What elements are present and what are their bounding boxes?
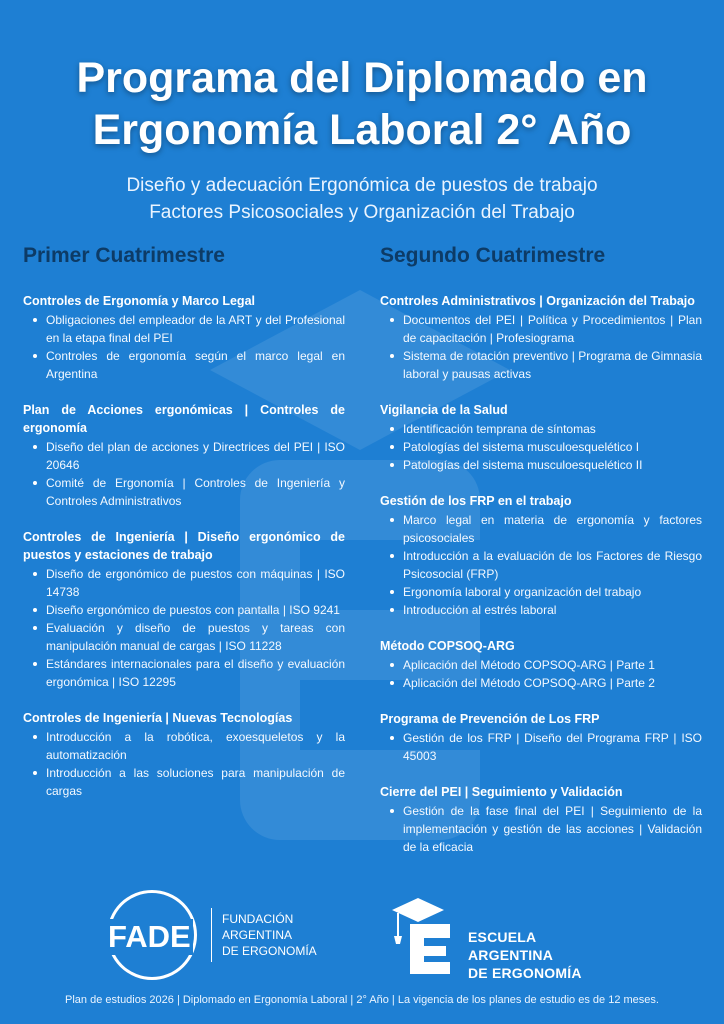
subtitle-line-1: Diseño y adecuación Ergonómica de puestos de trabajo <box>126 175 598 196</box>
list-item: Documentos del PEI | Política y Procedimientos | Plan de capacitación | Profesiograma <box>380 311 702 347</box>
list-item: Sistema de rotación preventivo | Programa de Gimnasia laboral y pausas activas <box>380 347 702 383</box>
module-section <box>23 292 345 383</box>
module-section <box>380 710 702 765</box>
list-item: Patologías del sistema musculoesquelético II <box>380 456 702 474</box>
list-item: Patologías del sistema musculoesquelético I <box>380 438 702 456</box>
module-title: Plan de Acciones ergonómicas | Controles de ergonomía <box>23 403 345 435</box>
fade-line-1: FUNDACIÓN <box>222 912 294 926</box>
page-title: Programa del Diplomado en Ergonomía Laboral 2° Año <box>76 54 648 154</box>
module-title: Gestión de los FRP en el trabajo <box>380 494 572 508</box>
list-item: Diseño del plan de acciones y Directrices del PEI | ISO 20646 <box>23 438 345 474</box>
list-item: Gestión de la fase final del PEI | Seguimiento de la implementación y gestión de las acciones | Validación de la eficacia <box>380 802 702 856</box>
list-item: Evaluación y diseño de puestos y tareas con manipulación manual de cargas | ISO 11228 <box>23 619 345 655</box>
list-item: Obligaciones del empleador de la ART y del Profesional en la etapa final del PEI <box>23 311 345 347</box>
module-title: Controles de Ingeniería | Nuevas Tecnologías <box>23 711 293 725</box>
module-title: Programa de Prevención de Los FRP <box>380 712 600 726</box>
module-title: Vigilancia de la Salud <box>380 403 508 417</box>
list-item: Introducción a las soluciones para manipulación de cargas <box>23 764 345 800</box>
escuela-logo <box>388 892 618 981</box>
first-semester-column <box>23 242 345 818</box>
list-item: Ergonomía laboral y organización del trabajo <box>380 583 702 601</box>
module-section <box>23 528 345 691</box>
subtitle <box>0 172 724 226</box>
list-item: Identificación temprana de síntomas <box>380 420 702 438</box>
module-section <box>380 292 702 383</box>
fade-circle-icon <box>107 890 197 980</box>
list-item: Gestión de los FRP | Diseño del Programa FRP | ISO 45003 <box>380 729 702 765</box>
escuela-line-1: ESCUELA ARGENTINA <box>468 929 554 963</box>
fade-line-3: DE ERGONOMÍA <box>222 944 317 958</box>
module-title: Controles de Ergonomía y Marco Legal <box>23 294 255 308</box>
graduation-cap-e-icon <box>388 892 468 976</box>
module-section <box>380 783 702 856</box>
list-item: Introducción a la evaluación de los Factores de Riesgo Psicosocial (FRP) <box>380 547 702 583</box>
fade-divider <box>211 908 212 962</box>
fade-logo-word: FADE <box>108 919 191 954</box>
subtitle-line-2: Factores Psicosociales y Organización del Trabajo <box>149 202 575 223</box>
list-item: Diseño ergonómico de puestos con pantalla | ISO 9241 <box>23 601 345 619</box>
second-semester-column <box>380 242 702 874</box>
list-item: Comité de Ergonomía | Controles de Ingeniería y Controles Administrativos <box>23 474 345 510</box>
list-item: Controles de ergonomía según el marco legal en Argentina <box>23 347 345 383</box>
module-title: Controles de Ingeniería | Diseño ergonómico de puestos y estaciones de trabajo <box>23 530 345 562</box>
module-section <box>23 709 345 800</box>
module-title: Método COPSOQ-ARG <box>380 639 515 653</box>
module-section <box>23 401 345 510</box>
module-section <box>380 637 702 692</box>
escuela-line-2: DE ERGONOMÍA <box>468 965 582 981</box>
list-item: Marco legal en materia de ergonomía y factores psicosociales <box>380 511 702 547</box>
list-item: Aplicación del Método COPSOQ-ARG | Parte 2 <box>380 674 702 692</box>
module-title: Controles Administrativos | Organización del Trabajo <box>380 294 695 308</box>
module-section <box>380 401 702 474</box>
first-semester-heading: Primer Cuatrimestre <box>23 244 225 267</box>
footer-text: Plan de estudios 2026 | Diplomado en Ergonomía Laboral | 2° Año | La vigencia de los planes de estudio es de 12 meses. <box>65 994 659 1006</box>
escuela-logo-text <box>468 928 618 982</box>
fade-logo <box>107 890 317 980</box>
fade-logo-text <box>222 911 317 959</box>
list-item: Diseño de ergonómico de puestos con máquinas | ISO 14738 <box>23 565 345 601</box>
module-title: Cierre del PEI | Seguimiento y Validación <box>380 785 623 799</box>
list-item: Estándares internacionales para el diseño y evaluación ergonómica | ISO 12295 <box>23 655 345 691</box>
list-item: Introducción a la robótica, exoesqueletos y la automatización <box>23 728 345 764</box>
list-item: Introducción al estrés laboral <box>380 601 702 619</box>
second-semester-heading: Segundo Cuatrimestre <box>380 244 606 267</box>
list-item: Aplicación del Método COPSOQ-ARG | Parte 1 <box>380 656 702 674</box>
module-section <box>380 492 702 619</box>
fade-line-2: ARGENTINA <box>222 928 293 942</box>
